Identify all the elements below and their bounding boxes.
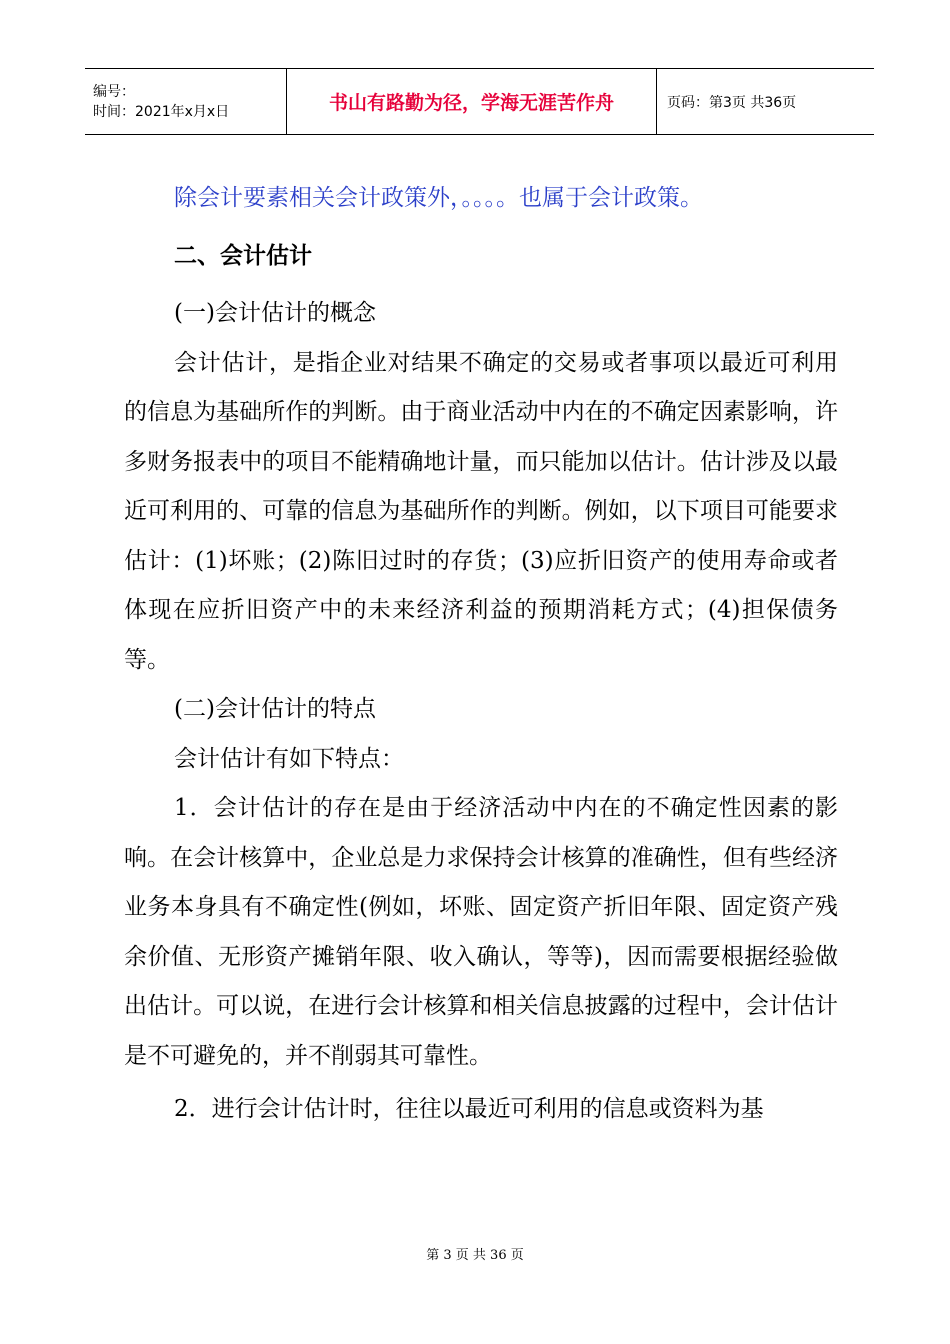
header-page-info: 页码：第3页 共36页 [667, 94, 797, 111]
subsection-heading: (二)会计估计的特点 [174, 696, 376, 722]
document-number-label: 编号： [93, 83, 135, 100]
page-header [85, 68, 874, 135]
paragraph-intro: 会计估计有如下特点： [174, 745, 404, 772]
header-motto: 书山有路勤为径，学海无涯苦作舟 [286, 69, 657, 134]
section-heading: 二、会计估计 [174, 242, 312, 269]
subsection-heading: (一)会计估计的概念 [174, 300, 376, 326]
paragraph-point-1: 1．会计估计的存在是由于经济活动中内在的不确定性因素的影响。在会计核算中，企业总是力求保持会计核算的准确性，但有些经济业务本身具有不确定性(例如，坏账、固定资产折旧年限、固定资产残余价值、无形资产摊销年限、收入确认，等等)，因而需要根据经验做出估计。可以说，在进行会计核算和相关信息披露的过程中，会计估计是不可避免的，并不削弱其可靠性。 [124, 795, 838, 1069]
paragraph-policy-note: 除会计要素相关会计政策外，。。。。也属于会计政策。 [174, 185, 703, 211]
paragraph-definition: 会计估计，是指企业对结果不确定的交易或者事项以最近可利用的信息为基础所作的判断。由于商业活动中内在的不确定因素影响，许多财务报表中的项目不能精确地计量，而只能加以估计。估计涉及以最近可利用的、可靠的信息为基础所作的判断。例如，以下项目可能要求估计：(1)坏账；(2)陈旧过时的存货；(3)应折旧资产的使用寿命或者体现在应折旧资产中的未来经济利益的预期消耗方式；(4)担保债务等。 [124, 349, 838, 673]
paragraph-point-2: 2．进行会计估计时，往往以最近可利用的信息或资料为基 [174, 1096, 764, 1122]
page-footer: 第 3 页 共 36 页 [426, 1248, 524, 1263]
header-left-cell [85, 69, 286, 134]
document-time-label: 时间：2021年x月x日 [93, 103, 230, 120]
document-body [124, 174, 838, 1135]
